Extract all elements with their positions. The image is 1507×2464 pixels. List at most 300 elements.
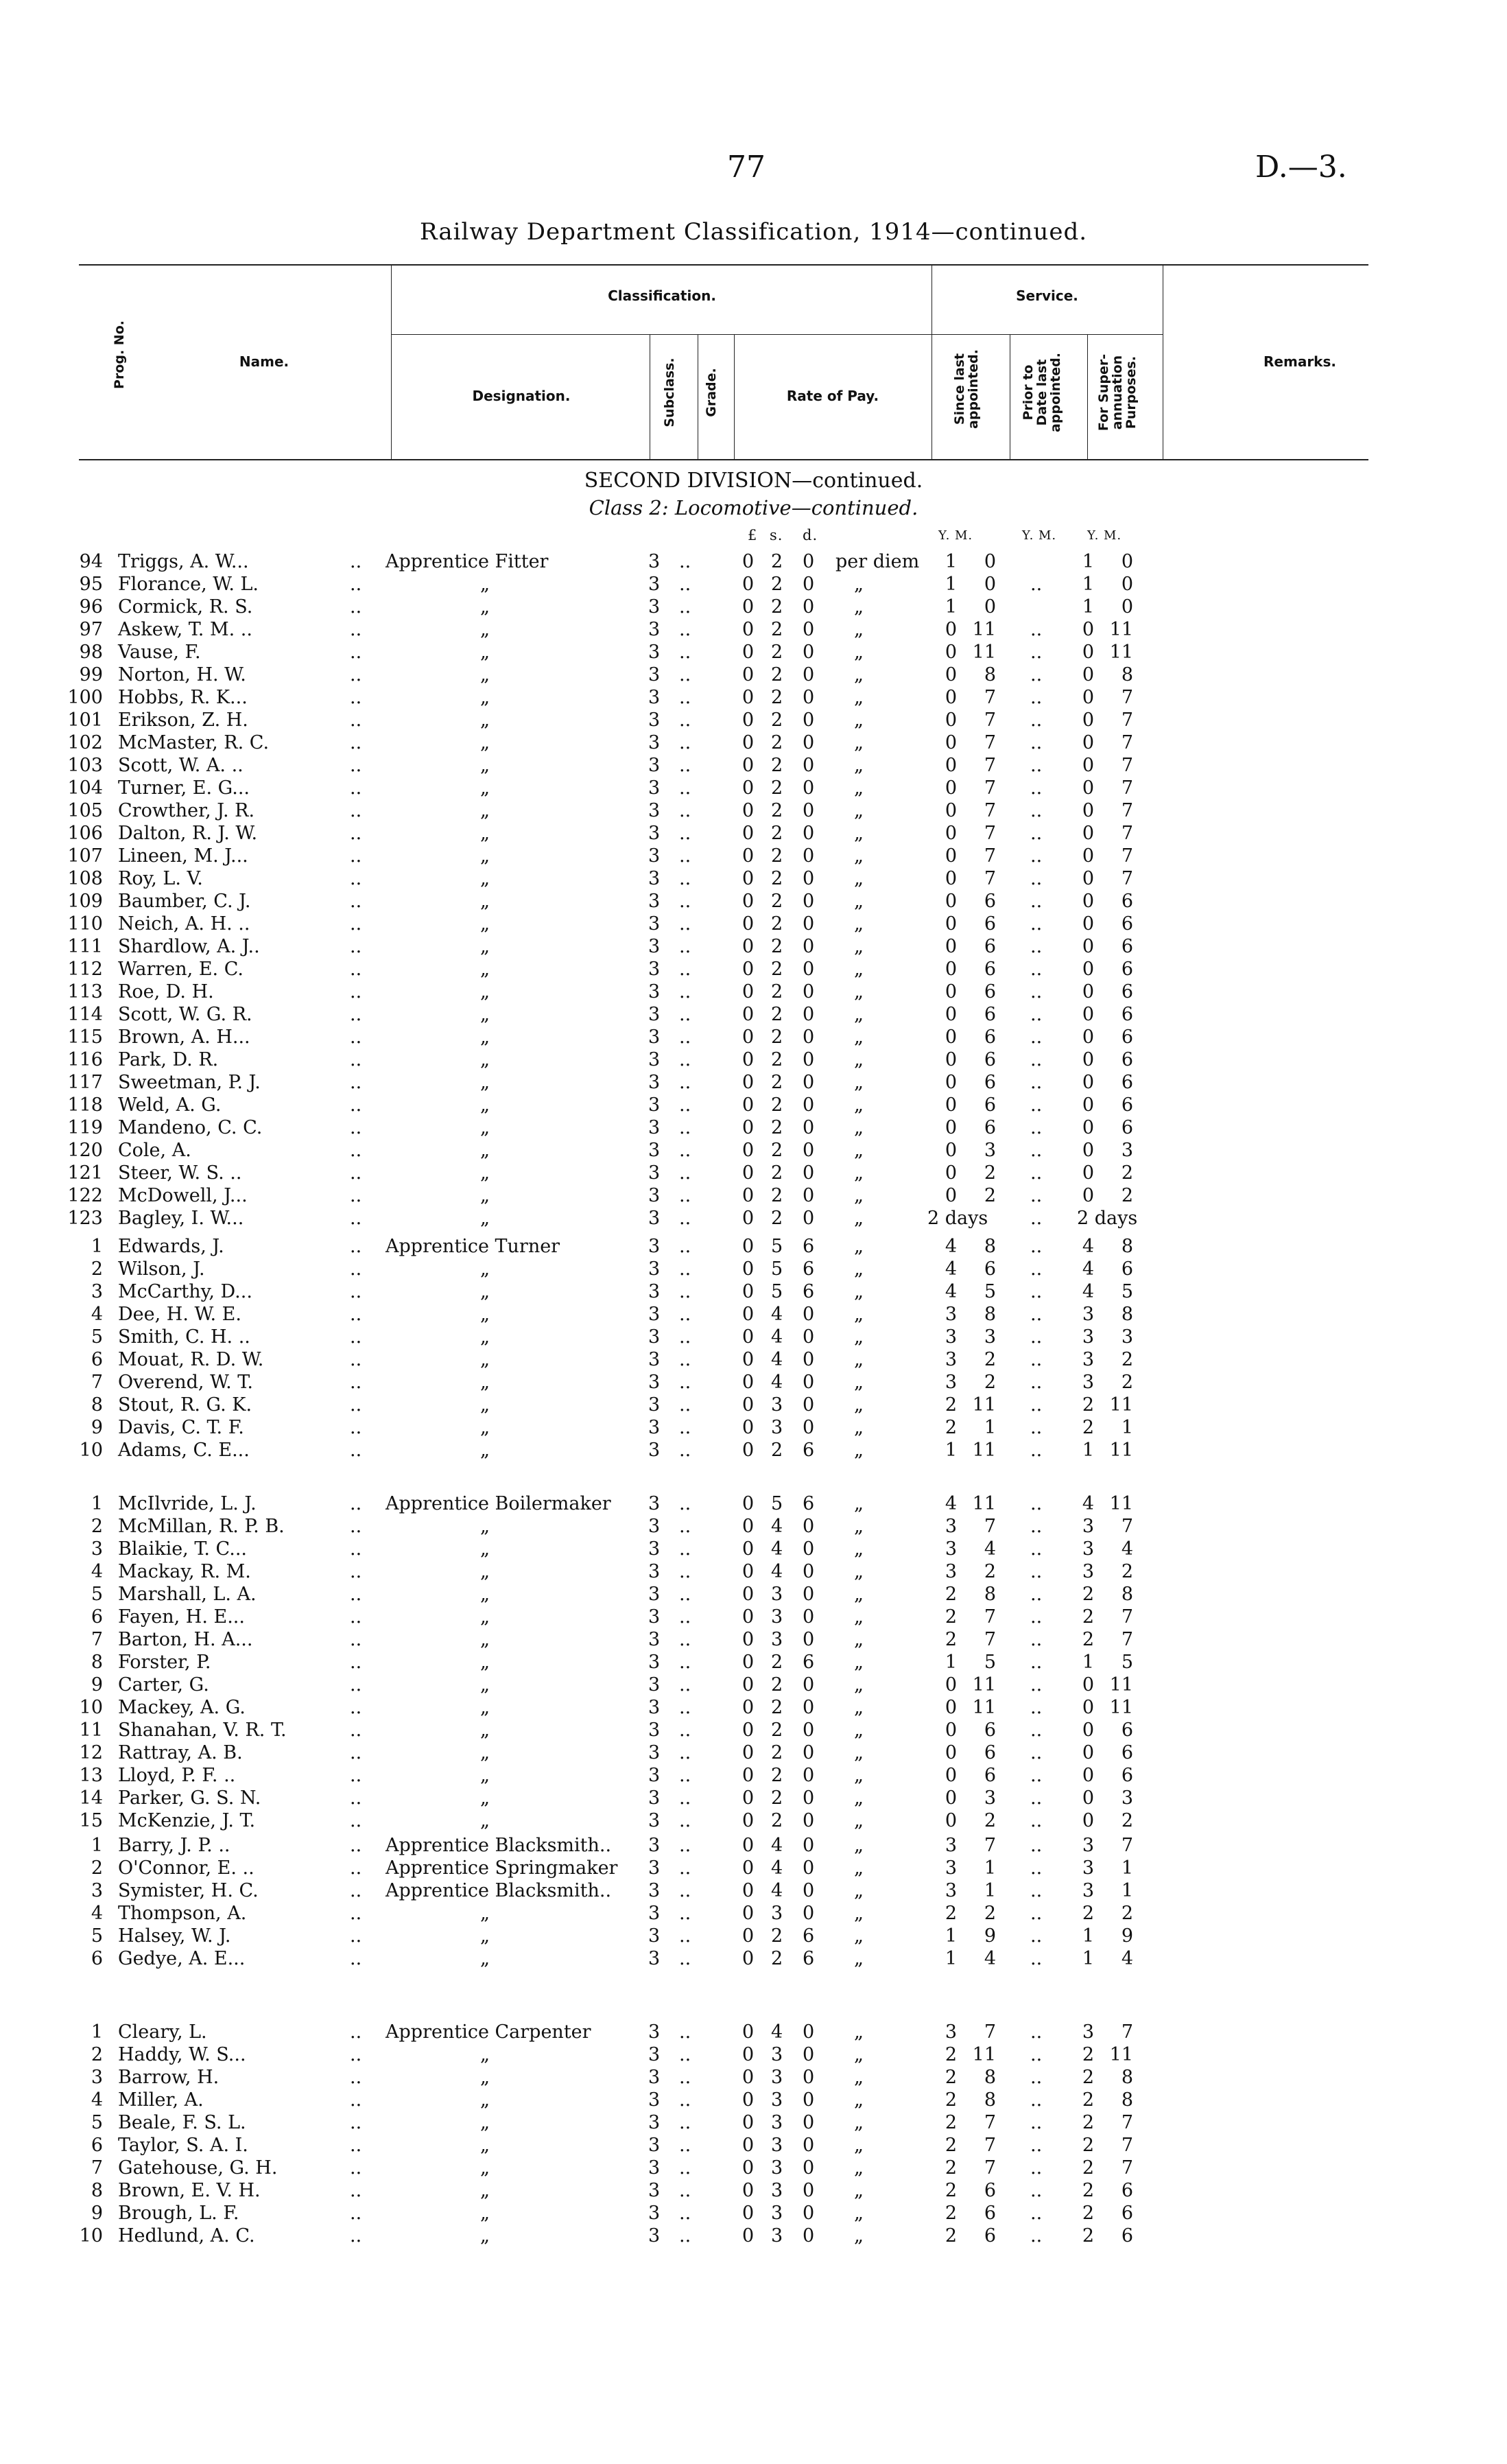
prog-no: 4	[91, 1903, 103, 1924]
leader-dots: ..	[679, 1417, 691, 1438]
leader-dots: ..	[350, 981, 362, 1002]
employee-name: Thompson, A.	[118, 1903, 247, 1924]
pay-pounds: 0	[742, 2067, 755, 2088]
pay-period: „	[854, 1561, 864, 1582]
employee-name: Mackay, R. M.	[118, 1561, 251, 1582]
employee-name: Halsey, W. J.	[118, 1925, 231, 1947]
pay-shillings: 2	[771, 687, 783, 708]
pay-period: „	[854, 1674, 864, 1696]
service-prior: ..	[1030, 1720, 1043, 1741]
superannuation-years: 0	[1082, 1742, 1094, 1763]
pay-period: „	[854, 1394, 864, 1416]
prog-no: 5	[91, 1326, 103, 1348]
superannuation-months: 6	[1121, 981, 1133, 1002]
employee-name: Davis, C. T. F.	[118, 1417, 244, 1438]
subclass: 3	[648, 1185, 661, 1206]
designation: „	[480, 2180, 490, 2201]
service-since-years: 0	[945, 1787, 957, 1809]
pay-shillings: 2	[771, 1948, 783, 1969]
pay-pounds: 0	[742, 1236, 755, 1257]
designation: „	[480, 891, 490, 912]
superannuation-months: 0	[1121, 596, 1133, 618]
service-since-years: 3	[945, 1304, 957, 1325]
leader-dots: ..	[350, 1185, 362, 1206]
service-since-months: 11	[972, 2044, 996, 2065]
designation: „	[480, 1049, 490, 1070]
service-prior: ..	[1030, 2067, 1043, 2088]
subclass: 3	[648, 687, 661, 708]
leader-dots: ..	[679, 1026, 691, 1048]
superannuation-years: 2	[1082, 2180, 1094, 2201]
designation: „	[480, 1140, 490, 1161]
prog-no: 95	[79, 574, 103, 595]
pay-shillings: 2	[771, 709, 783, 731]
prog-no: 109	[67, 891, 103, 912]
leader-dots: ..	[350, 2089, 362, 2111]
superannuation-months: 6	[1121, 2203, 1133, 2224]
leader-dots: ..	[679, 1304, 691, 1325]
service-since-months: 7	[984, 823, 996, 844]
subclass: 3	[648, 1417, 661, 1438]
service-since-months: 7	[984, 2021, 996, 2043]
pay-pence: 0	[803, 1349, 815, 1370]
pay-pounds: 0	[742, 2021, 755, 2043]
subclass: 3	[648, 1026, 661, 1048]
pay-pence: 0	[803, 664, 815, 685]
service-since-years: 3	[945, 1561, 957, 1582]
pay-period: „	[854, 1857, 864, 1879]
leader-dots: ..	[350, 551, 362, 572]
superannuation-months: 2	[1121, 1162, 1133, 1184]
superannuation-years: 3	[1082, 1516, 1094, 1537]
employee-name: Blaikie, T. C...	[118, 1538, 247, 1560]
employee-name: Fayen, H. E...	[118, 1606, 245, 1628]
employee-name: Hedlund, A. C.	[118, 2225, 255, 2246]
subclass: 3	[648, 1072, 661, 1093]
subclass: 3	[648, 642, 661, 663]
pay-shillings: 2	[771, 1026, 783, 1048]
superannuation-years: 0	[1082, 1720, 1094, 1741]
pay-period: „	[854, 2180, 864, 2201]
pay-pounds: 0	[742, 1208, 755, 1229]
class-heading: Class 2: Locomotive—continued.	[589, 496, 918, 519]
pay-shillings: 2	[771, 1440, 783, 1461]
superannuation-months: 8	[1121, 1584, 1133, 1605]
pay-pence: 0	[803, 1162, 815, 1184]
designation: „	[480, 1026, 490, 1048]
service-since-months: 2	[984, 1185, 996, 1206]
pay-shillings: 2	[771, 823, 783, 844]
leader-dots: ..	[679, 1236, 691, 1257]
pay-pence: 0	[803, 1049, 815, 1070]
prog-no: 10	[79, 2225, 103, 2246]
table-row	[0, 1492, 1507, 1515]
service-since-years: 0	[945, 1026, 957, 1048]
pay-period: „	[854, 1880, 864, 1901]
prog-no: 107	[67, 845, 103, 867]
pay-pounds: 0	[742, 574, 755, 595]
superannuation-months: 8	[1121, 664, 1133, 685]
leader-dots: ..	[679, 1629, 691, 1650]
service-since-months: 7	[984, 868, 996, 889]
pay-pence: 0	[803, 1516, 815, 1537]
pay-shillings: 3	[771, 2067, 783, 2088]
service-prior: ..	[1030, 1584, 1043, 1605]
designation: „	[480, 1258, 490, 1280]
subclass: 3	[648, 1304, 661, 1325]
table-row	[0, 1094, 1507, 1116]
pay-period: „	[854, 891, 864, 912]
table-row	[0, 1947, 1507, 1970]
service-prior: ..	[1030, 1349, 1043, 1370]
superannuation-years: 1	[1082, 551, 1094, 572]
pay-pence: 0	[803, 959, 815, 980]
pay-shillings: 2	[771, 959, 783, 980]
employee-name: Symister, H. C.	[118, 1880, 259, 1901]
service-prior: ..	[1030, 1236, 1043, 1257]
leader-dots: ..	[350, 1258, 362, 1280]
service-since-last: 2 days	[927, 1208, 988, 1229]
employee-name: Gedye, A. E...	[118, 1948, 246, 1969]
pay-pence: 0	[803, 709, 815, 731]
leader-dots: ..	[679, 2067, 691, 2088]
prog-no: 11	[79, 1720, 103, 1741]
pound-column-label: £	[748, 527, 758, 543]
table-row	[0, 641, 1507, 664]
pay-period: „	[854, 981, 864, 1002]
table-row	[0, 1764, 1507, 1787]
prog-no: 105	[67, 800, 103, 821]
pay-period: „	[854, 687, 864, 708]
employee-name: Lloyd, P. F. ..	[118, 1765, 236, 1786]
designation: „	[480, 2112, 490, 2133]
pay-shillings: 3	[771, 2203, 783, 2224]
leader-dots: ..	[679, 1606, 691, 1628]
pay-pence: 0	[803, 1903, 815, 1924]
leader-dots: ..	[350, 1561, 362, 1582]
pay-pounds: 0	[742, 755, 755, 776]
prog-no: 1	[91, 1835, 103, 1856]
pay-pence: 0	[803, 1208, 815, 1229]
service-prior: ..	[1030, 1117, 1043, 1138]
pay-pence: 0	[803, 687, 815, 708]
table-row	[0, 777, 1507, 799]
superannuation-years: 3	[1082, 1349, 1094, 1370]
pay-period: „	[854, 2044, 864, 2065]
superannuation-months: 6	[1121, 959, 1133, 980]
designation: „	[480, 2203, 490, 2224]
employee-name: Edwards, J.	[118, 1236, 224, 1257]
subclass: 3	[648, 551, 661, 572]
service-prior: ..	[1030, 823, 1043, 844]
pay-pounds: 0	[742, 664, 755, 685]
pay-pence: 0	[803, 1765, 815, 1786]
superannuation-years: 0	[1082, 1162, 1094, 1184]
service-header: Service.	[1016, 288, 1078, 304]
superannuation-years: 0	[1082, 777, 1094, 799]
leader-dots: ..	[350, 1538, 362, 1560]
designation: „	[480, 1903, 490, 1924]
pay-pounds: 0	[742, 2225, 755, 2246]
service-since-months: 6	[984, 2180, 996, 2201]
pay-shillings: 4	[771, 1538, 783, 1560]
pay-shillings: 2	[771, 755, 783, 776]
service-prior: ..	[1030, 1162, 1043, 1184]
service-prior: ..	[1030, 1258, 1043, 1280]
superannuation-header: For Super- annuation Purposes.	[1096, 353, 1139, 432]
pay-pounds: 0	[742, 1004, 755, 1025]
pay-shillings: 5	[771, 1493, 783, 1514]
superannuation-years: 1	[1082, 596, 1094, 618]
prog-no: 4	[91, 1561, 103, 1582]
service-prior: ..	[1030, 1140, 1043, 1161]
leader-dots: ..	[350, 1094, 362, 1116]
service-prior: ..	[1030, 845, 1043, 867]
leader-dots: ..	[679, 1765, 691, 1786]
employee-name: Miller, A.	[118, 2089, 204, 2111]
prog-no: 119	[67, 1117, 103, 1138]
table-row	[0, 1741, 1507, 1764]
employee-name: Triggs, A. W...	[118, 551, 249, 572]
service-since-years: 0	[945, 936, 957, 957]
superannuation-years: 0	[1082, 1004, 1094, 1025]
service-since-months: 1	[984, 1880, 996, 1901]
service-since-years: 2	[945, 2135, 957, 2156]
employee-name: Cormick, R. S.	[118, 596, 253, 618]
leader-dots: ..	[679, 845, 691, 867]
subclass: 3	[648, 1440, 661, 1461]
pay-period: „	[854, 2089, 864, 2111]
service-since-years: 2	[945, 2112, 957, 2133]
subclass: 3	[648, 2180, 661, 2201]
leader-dots: ..	[679, 2225, 691, 2246]
service-since-years: 0	[945, 823, 957, 844]
subclass: 3	[648, 1948, 661, 1969]
service-prior: ..	[1030, 732, 1043, 753]
superannuation-months: 2	[1121, 1903, 1133, 1924]
designation: Apprentice Blacksmith..	[385, 1880, 612, 1901]
service-since-months: 4	[984, 1948, 996, 1969]
superannuation-years: 0	[1082, 1765, 1094, 1786]
pay-shillings: 2	[771, 1787, 783, 1809]
service-since-years: 0	[945, 868, 957, 889]
pay-period: „	[854, 1584, 864, 1605]
superannuation-months: 6	[1121, 1072, 1133, 1093]
pay-pounds: 0	[742, 936, 755, 957]
employee-name: Sweetman, P. J.	[118, 1072, 261, 1093]
employee-name: Haddy, W. S...	[118, 2044, 246, 2065]
superannuation-years: 2	[1082, 1584, 1094, 1605]
service-since-years: 0	[945, 1072, 957, 1093]
leader-dots: ..	[679, 868, 691, 889]
employee-name: Cleary, L.	[118, 2021, 207, 2043]
pay-period: „	[854, 2203, 864, 2224]
prog-no: 6	[91, 1349, 103, 1370]
service-prior: ..	[1030, 1697, 1043, 1718]
subclass: 3	[648, 1903, 661, 1924]
pay-shillings: 2	[771, 1208, 783, 1229]
pay-pounds: 0	[742, 1281, 755, 1302]
employee-name: Norton, H. W.	[118, 664, 246, 685]
pay-period: „	[854, 1049, 864, 1070]
table-row	[0, 709, 1507, 731]
employee-name: McMillan, R. P. B.	[118, 1516, 285, 1537]
pay-shillings: 4	[771, 1880, 783, 1901]
table-row	[0, 799, 1507, 822]
superannuation-years: 0	[1082, 1026, 1094, 1048]
pay-period: „	[854, 1697, 864, 1718]
service-prior: ..	[1030, 1208, 1043, 1229]
designation: „	[480, 1584, 490, 1605]
name-header: Name.	[239, 353, 289, 370]
designation: „	[480, 1948, 490, 1969]
pay-pence: 0	[803, 2135, 815, 2156]
pay-shillings: 4	[771, 1516, 783, 1537]
service-prior: ..	[1030, 1561, 1043, 1582]
prog-no: 94	[79, 551, 103, 572]
superannuation-months: 7	[1121, 1606, 1133, 1628]
table-row	[0, 1925, 1507, 1947]
superannuation-years: 1	[1082, 1925, 1094, 1947]
service-since-months: 1	[984, 1857, 996, 1879]
service-since-months: 6	[984, 1004, 996, 1025]
pay-period: „	[854, 1606, 864, 1628]
superannuation-years: 2	[1082, 2135, 1094, 2156]
subclass: 3	[648, 1004, 661, 1025]
service-since-months: 0	[984, 596, 996, 618]
superannuation-years: 2	[1082, 2112, 1094, 2133]
superannuation-months: 7	[1121, 2157, 1133, 2179]
superannuation-years: 3	[1082, 1372, 1094, 1393]
employee-name: McMaster, R. C.	[118, 732, 270, 753]
subclass: 3	[648, 596, 661, 618]
pay-period: „	[854, 596, 864, 618]
table-row	[0, 1719, 1507, 1741]
pay-shillings: 4	[771, 1372, 783, 1393]
pay-pounds: 0	[742, 1026, 755, 1048]
service-since-years: 2	[945, 2203, 957, 2224]
table-row	[0, 596, 1507, 618]
designation: „	[480, 1094, 490, 1116]
superannuation-years: 2	[1082, 1629, 1094, 1650]
leader-dots: ..	[679, 1162, 691, 1184]
pay-pence: 0	[803, 1026, 815, 1048]
service-since-years: 0	[945, 709, 957, 731]
leader-dots: ..	[350, 619, 362, 640]
subclass: 3	[648, 1049, 661, 1070]
pay-period: „	[854, 1417, 864, 1438]
service-prior: ..	[1030, 1440, 1043, 1461]
service-since-months: 1	[984, 1417, 996, 1438]
service-since-years: 0	[945, 642, 957, 663]
pay-pence: 6	[803, 1925, 815, 1947]
leader-dots: ..	[350, 936, 362, 957]
pay-shillings: 4	[771, 1857, 783, 1879]
service-since-years: 0	[945, 959, 957, 980]
employee-name: Carter, G.	[118, 1674, 209, 1696]
subclass: 3	[648, 1857, 661, 1879]
service-since-months: 6	[984, 936, 996, 957]
superannuation-months: 3	[1121, 1326, 1133, 1348]
leader-dots: ..	[679, 2021, 691, 2043]
employee-name: Scott, W. A. ..	[118, 755, 244, 776]
prog-no: 117	[67, 1072, 103, 1093]
prog-no: 106	[67, 823, 103, 844]
service-since-years: 4	[945, 1258, 957, 1280]
leader-dots: ..	[350, 2112, 362, 2133]
table-row	[0, 1902, 1507, 1925]
leader-dots: ..	[350, 709, 362, 731]
superannuation-months: 7	[1121, 709, 1133, 731]
service-prior: ..	[1030, 2044, 1043, 2065]
designation: „	[480, 574, 490, 595]
superannuation-months: 0	[1121, 551, 1133, 572]
leader-dots: ..	[350, 800, 362, 821]
subclass: 3	[648, 777, 661, 799]
superannuation-years: 0	[1082, 936, 1094, 957]
service-since-years: 0	[945, 913, 957, 935]
service-since-years: 2	[945, 2044, 957, 2065]
table-row	[0, 1560, 1507, 1583]
superannuation-years: 3	[1082, 1326, 1094, 1348]
pay-pence: 6	[803, 1493, 815, 1514]
superannuation-months: 2	[1121, 1349, 1133, 1370]
leader-dots: ..	[679, 551, 691, 572]
designation: „	[480, 2225, 490, 2246]
service-since-months: 2	[984, 1349, 996, 1370]
employee-name: McCarthy, D...	[118, 1281, 252, 1302]
pay-period: „	[854, 1372, 864, 1393]
pay-shillings: 2	[771, 1162, 783, 1184]
designation: „	[480, 1349, 490, 1370]
service-prior: ..	[1030, 1094, 1043, 1116]
pay-pounds: 0	[742, 1948, 755, 1969]
pay-period: „	[854, 845, 864, 867]
pay-shillings: 2	[771, 1094, 783, 1116]
superannuation-years: 2	[1082, 1903, 1094, 1924]
pay-period: „	[854, 800, 864, 821]
pay-pounds: 0	[742, 2157, 755, 2179]
prog-no: 6	[91, 1606, 103, 1628]
superannuation-months: 5	[1121, 1281, 1133, 1302]
pay-pounds: 0	[742, 959, 755, 980]
prog-no: 104	[67, 777, 103, 799]
service-since-years: 3	[945, 1372, 957, 1393]
prog-no: 111	[67, 936, 103, 957]
pay-shillings: 4	[771, 1561, 783, 1582]
service-prior: ..	[1030, 981, 1043, 1002]
designation: „	[480, 1765, 490, 1786]
pay-pence: 0	[803, 981, 815, 1002]
prog-no: 2	[91, 1857, 103, 1879]
pay-pounds: 0	[742, 551, 755, 572]
superannuation-months: 1	[1121, 1417, 1133, 1438]
prog-no: 118	[67, 1094, 103, 1116]
pay-shillings: 4	[771, 1835, 783, 1856]
pay-pounds: 0	[742, 2203, 755, 2224]
pay-period: „	[854, 1629, 864, 1650]
service-since-months: 6	[984, 1049, 996, 1070]
service-since-years: 2	[945, 1606, 957, 1628]
superannuation-months: 7	[1121, 845, 1133, 867]
table-row	[0, 1394, 1507, 1416]
pay-pence: 0	[803, 2089, 815, 2111]
prog-no: 8	[91, 2180, 103, 2201]
subclass: 3	[648, 1835, 661, 1856]
pay-shillings: 2	[771, 800, 783, 821]
superannuation-years: 3	[1082, 1835, 1094, 1856]
leader-dots: ..	[679, 2180, 691, 2201]
